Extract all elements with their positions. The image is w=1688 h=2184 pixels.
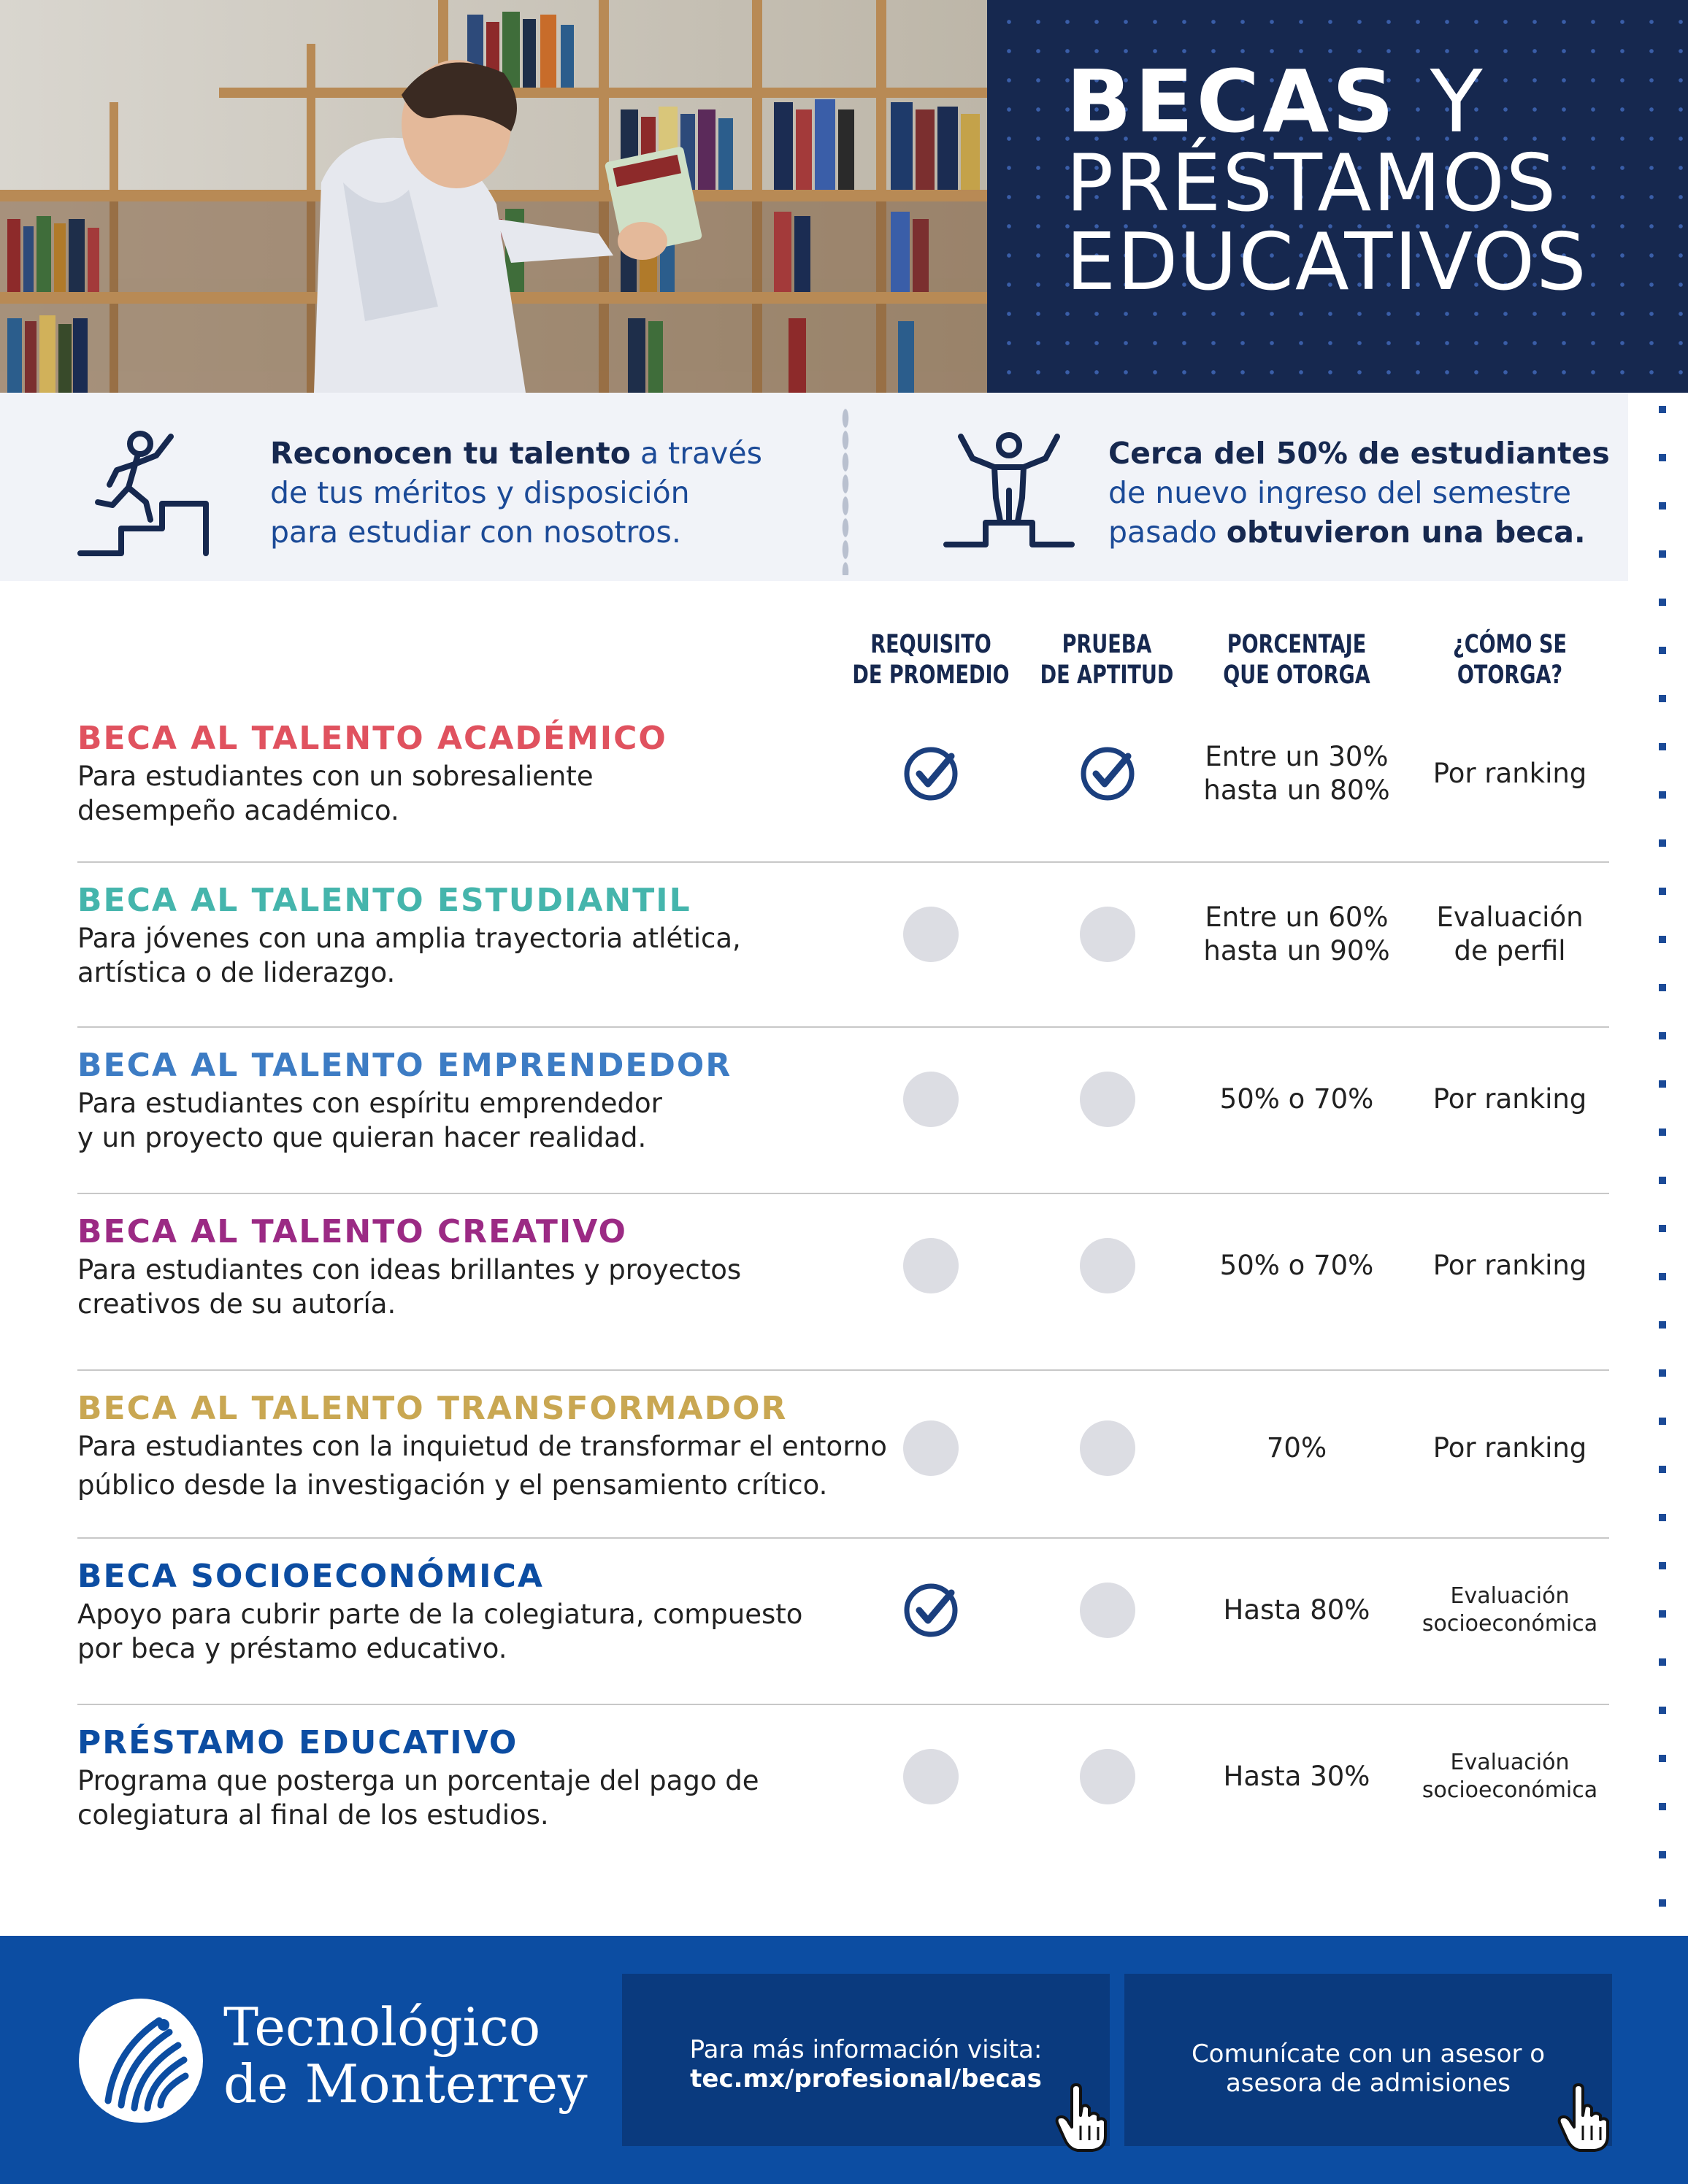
check-icon <box>903 746 959 801</box>
edge-dot <box>1659 1321 1666 1329</box>
edge-dot <box>1659 1658 1666 1666</box>
info-right-text: Cerca del 50% de estudiantes de nuevo ingreso del semestre pasado obtuvieron una beca. <box>1108 436 1610 550</box>
edge-dot <box>1659 1466 1666 1473</box>
scholarship-description: Para estudiantes con ideas brillantes y proyectos creativos de su autoría. <box>77 1254 742 1320</box>
empty-dot-icon <box>1080 1749 1135 1804</box>
percentage-value: Entre un 30% hasta un 80% <box>1203 741 1390 806</box>
edge-dot <box>1659 406 1666 413</box>
percentage-value: 50% o 70% <box>1219 1250 1374 1281</box>
table-row <box>77 1539 1609 1705</box>
edge-dot <box>1659 1755 1666 1762</box>
info-band <box>0 393 1628 581</box>
edge-dot <box>1659 839 1666 847</box>
scholarship-description: Para estudiantes con la inquietud de transformar el entorno público desde la investigación y el pensamiento crítico. <box>77 1431 887 1501</box>
edge-dot <box>1659 1177 1666 1184</box>
scholarship-description: Para estudiantes con espíritu emprendedor y un proyecto que quieran hacer realidad. <box>77 1088 662 1153</box>
more-info-url[interactable]: tec.mx/profesional/becas <box>690 2064 1042 2093</box>
scholarship-title: BECA AL TALENTO CREATIVO <box>77 1213 627 1250</box>
more-info-label: Para más información visita: <box>689 2035 1043 2064</box>
empty-dot-icon <box>1080 1420 1135 1476</box>
scholarship-title: BECA AL TALENTO TRANSFORMADOR <box>77 1390 788 1427</box>
title-panel <box>987 0 1688 393</box>
table-row <box>77 1028 1609 1194</box>
edge-dot <box>1659 1851 1666 1858</box>
edge-dot <box>1659 454 1666 461</box>
table-row <box>77 1371 1609 1539</box>
divider-dots <box>842 407 849 575</box>
empty-dot-icon <box>1080 1583 1135 1638</box>
percentage-value: 50% o 70% <box>1219 1083 1374 1115</box>
award-method: Evaluación socioeconómica <box>1422 1583 1598 1637</box>
library-photo <box>0 0 987 393</box>
empty-dot-icon <box>903 1238 959 1293</box>
edge-dot <box>1659 647 1666 654</box>
podium-winner-icon <box>943 425 1075 556</box>
title-educativos: EDUCATIVOS <box>1066 217 1588 308</box>
edge-dotted-border <box>1659 406 1668 1931</box>
scholarship-description: Para estudiantes con un sobresaliente desempeño académico. <box>77 761 594 826</box>
edge-dot <box>1659 1273 1666 1280</box>
scholarship-title: BECA AL TALENTO ACADÉMICO <box>77 720 667 757</box>
tec-logo-emblem-icon <box>79 1999 203 2123</box>
empty-dot-icon <box>903 1072 959 1127</box>
empty-dot-icon <box>1080 1072 1135 1127</box>
more-info-link[interactable] <box>622 1974 1110 2146</box>
empty-dot-icon <box>1080 907 1135 962</box>
award-method: Por ranking <box>1432 1432 1587 1464</box>
table-row <box>77 863 1609 1028</box>
award-method: Evaluación socioeconómica <box>1422 1750 1598 1803</box>
edge-dot <box>1659 1610 1666 1618</box>
edge-dot <box>1659 1032 1666 1039</box>
column-header-como: ¿CÓMO SE OTORGA? <box>1452 630 1568 690</box>
empty-dot-icon <box>903 1420 959 1476</box>
edge-dot <box>1659 1128 1666 1136</box>
tec-logo <box>79 1999 203 2123</box>
edge-dot <box>1659 936 1666 943</box>
award-method: Por ranking <box>1432 758 1587 789</box>
scholarship-description: Programa que posterga un porcentaje del pago de colegiatura al final de los estudios. <box>77 1765 759 1831</box>
scholarship-description: Para jóvenes con una amplia trayectoria atlética, artística o de liderazgo. <box>77 923 741 988</box>
title-becas: BECAS <box>1066 51 1397 152</box>
table-row <box>77 1194 1609 1371</box>
edge-dot <box>1659 743 1666 750</box>
percentage-value: Hasta 30% <box>1223 1761 1370 1792</box>
edge-dot <box>1659 1707 1666 1714</box>
scholarship-title: PRÉSTAMO EDUCATIVO <box>77 1724 518 1761</box>
edge-dot <box>1659 1080 1666 1088</box>
page-title <box>1066 51 1588 308</box>
column-header-promedio: REQUISITO DE PROMEDIO <box>852 630 1010 690</box>
empty-dot-icon <box>903 907 959 962</box>
edge-dot <box>1659 1418 1666 1425</box>
title-prestamos: PRÉSTAMOS <box>1066 138 1558 229</box>
contact-advisor-link[interactable] <box>1124 1974 1612 2146</box>
table-row <box>77 1705 1609 1873</box>
award-method: Por ranking <box>1432 1083 1587 1115</box>
award-method: Evaluación de perfil <box>1436 901 1584 966</box>
table-row <box>77 701 1609 863</box>
contact-advisor-line1: Comunícate con un asesor o <box>1191 2039 1546 2069</box>
climbing-stairs-icon <box>76 426 215 558</box>
scholarship-title: BECA AL TALENTO ESTUDIANTIL <box>77 882 691 919</box>
edge-dot <box>1659 1899 1666 1907</box>
edge-dot <box>1659 599 1666 606</box>
percentage-value: Hasta 80% <box>1223 1594 1370 1626</box>
edge-dot <box>1659 984 1666 991</box>
scholarship-title: BECA SOCIOECONÓMICA <box>77 1558 544 1595</box>
pointer-hand-icon <box>1053 2083 1111 2153</box>
edge-dot <box>1659 1562 1666 1569</box>
empty-dot-icon <box>1080 1238 1135 1293</box>
scholarship-description: Apoyo para cubrir parte de la colegiatura, compuesto por beca y préstamo educativo. <box>77 1599 803 1664</box>
empty-dot-icon <box>903 1749 959 1804</box>
edge-dot <box>1659 1225 1666 1232</box>
check-icon <box>1080 746 1135 801</box>
award-method: Por ranking <box>1432 1250 1587 1281</box>
edge-dot <box>1659 791 1666 799</box>
info-left-text: Reconocen tu talento a través de tus méritos y disposición para estudiar con nosotros. <box>270 436 763 550</box>
edge-dot <box>1659 1803 1666 1810</box>
edge-dot <box>1659 1514 1666 1521</box>
column-header-porcentaje: PORCENTAJE QUE OTORGA <box>1223 630 1370 690</box>
edge-dot <box>1659 695 1666 702</box>
check-icon <box>903 1583 959 1638</box>
edge-dot <box>1659 502 1666 510</box>
footer <box>0 1936 1688 2184</box>
title-y: Y <box>1430 51 1486 152</box>
tec-brand-name: Tecnológico de Monterrey <box>223 1996 588 2115</box>
edge-dot <box>1659 550 1666 558</box>
contact-advisor-line2: asesora de admisiones <box>1225 2069 1511 2098</box>
scholarship-title: BECA AL TALENTO EMPRENDEDOR <box>77 1047 732 1084</box>
percentage-value: Entre un 60% hasta un 90% <box>1203 901 1390 966</box>
column-header-aptitud: PRUEBA DE APTITUD <box>1040 630 1174 690</box>
percentage-value: 70% <box>1266 1432 1327 1464</box>
hero-photo-library <box>0 0 987 393</box>
pointer-hand-icon <box>1555 2083 1614 2153</box>
edge-dot <box>1659 888 1666 895</box>
edge-dot <box>1659 1369 1666 1377</box>
